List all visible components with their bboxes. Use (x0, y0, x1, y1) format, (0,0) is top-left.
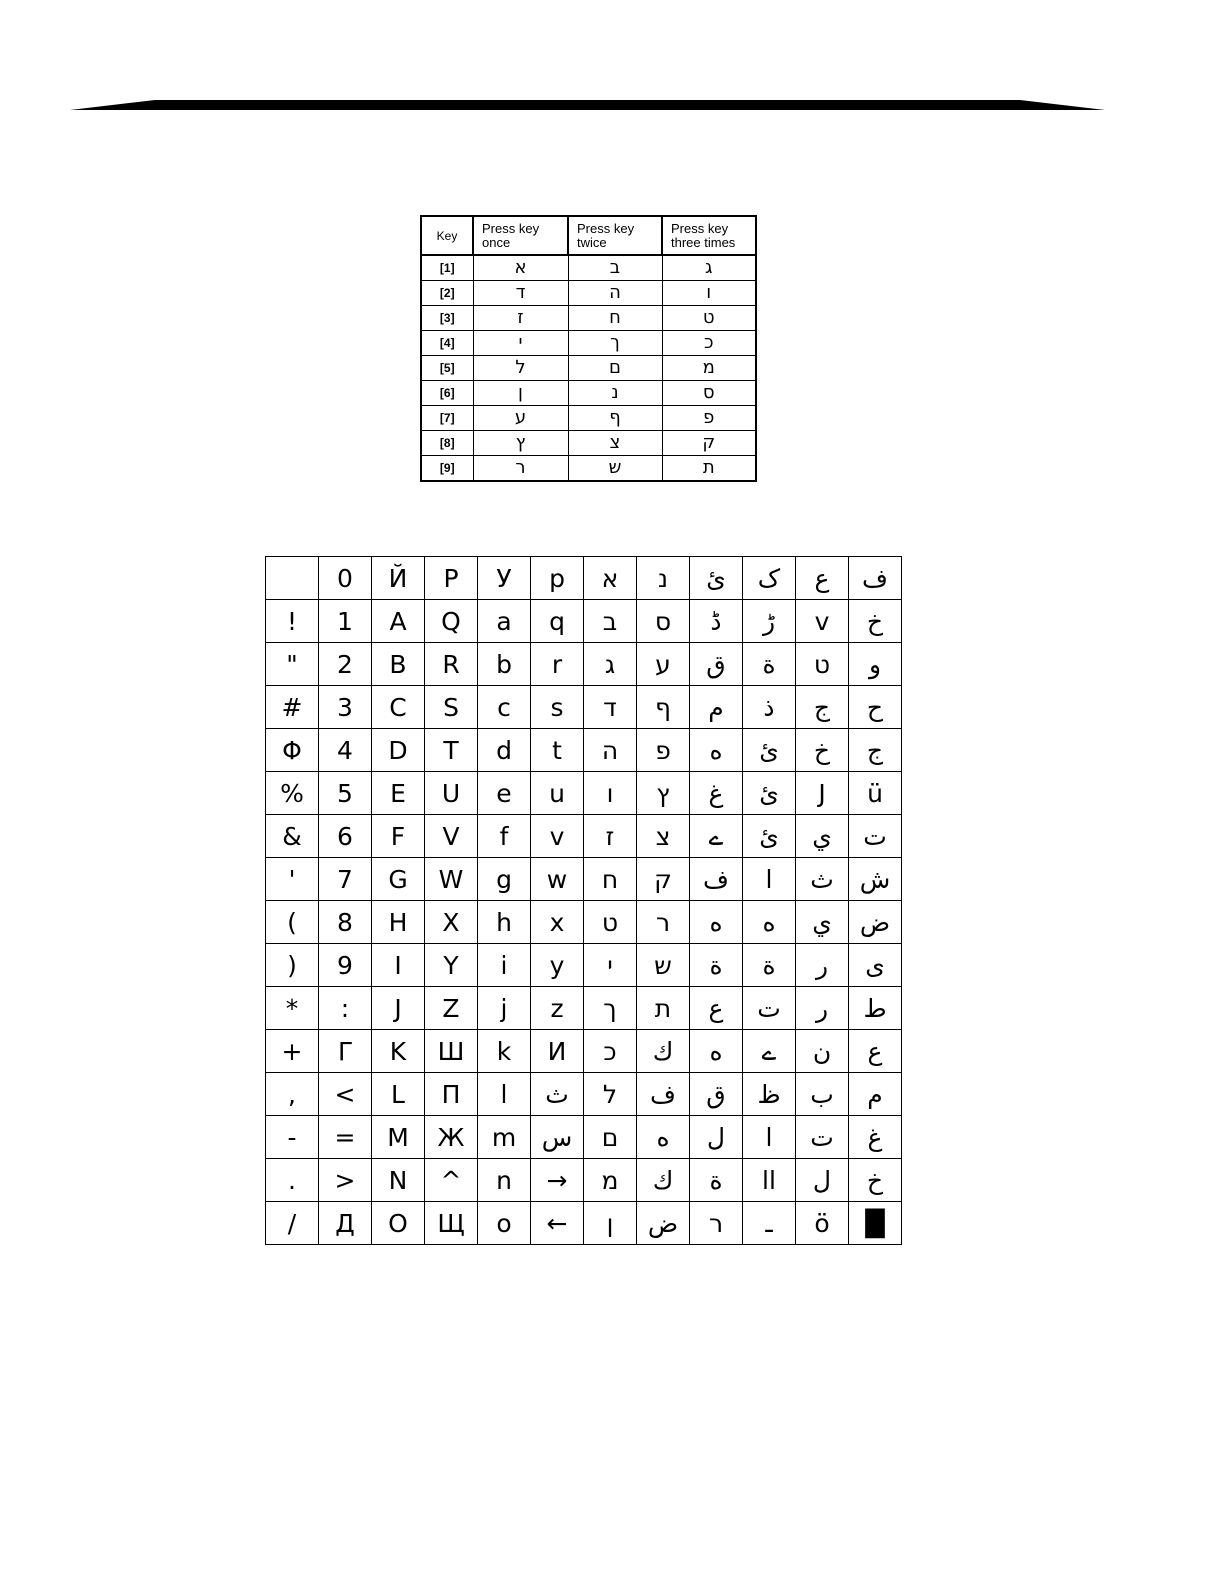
charset-cell: p (531, 557, 584, 600)
charset-cell: f (478, 815, 531, 858)
charset-cell: B (372, 643, 425, 686)
charset-cell: Ш (425, 1030, 478, 1073)
charset-cell: ه (690, 1030, 743, 1073)
charset-cell: ק (637, 858, 690, 901)
charset-cell: 2 (319, 643, 372, 686)
key-label: [8] (421, 431, 473, 456)
charset-cell: خ (849, 600, 902, 643)
header-press-twice: Press key twice (568, 216, 662, 255)
charset-cell: ه (637, 1116, 690, 1159)
charset-cell: v (796, 600, 849, 643)
charset-cell: w (531, 858, 584, 901)
charset-cell: ـ (743, 1202, 796, 1245)
charset-cell: E (372, 772, 425, 815)
charset-cell: D (372, 729, 425, 772)
character-set-grid (265, 556, 902, 1245)
key-label: [5] (421, 356, 473, 381)
charset-cell: ג (584, 643, 637, 686)
charset-cell: נ (637, 557, 690, 600)
charset-cell: ו (584, 772, 637, 815)
charset-cell: ה (584, 729, 637, 772)
charset-cell: ي (796, 815, 849, 858)
charset-cell: ס (637, 600, 690, 643)
charset-cell: ة (690, 1159, 743, 1202)
key-label: [7] (421, 406, 473, 431)
charset-cell: ض (849, 901, 902, 944)
key-label: [3] (421, 306, 473, 331)
key-table-row (421, 306, 756, 331)
charset-cell: خ (796, 729, 849, 772)
charset-row (266, 1159, 902, 1202)
charset-cell: ^ (425, 1159, 478, 1202)
hebrew-letter: כ (662, 331, 756, 356)
charset-row (266, 643, 902, 686)
charset-cell: م (690, 686, 743, 729)
charset-cell: u (531, 772, 584, 815)
charset-cell: Ж (425, 1116, 478, 1159)
charset-cell: ת (637, 987, 690, 1030)
charset-cell: V (425, 815, 478, 858)
hebrew-letter: י (473, 331, 568, 356)
charset-cell: י (584, 944, 637, 987)
charset-cell: ם (584, 1116, 637, 1159)
charset-cell: 4 (319, 729, 372, 772)
charset-cell: ן (584, 1202, 637, 1245)
hebrew-letter: ט (662, 306, 756, 331)
charset-cell: c (478, 686, 531, 729)
charset-cell: ڈ (690, 600, 743, 643)
charset-cell: N (372, 1159, 425, 1202)
hebrew-letter: ש (568, 456, 662, 482)
header-press-once: Press key once (473, 216, 568, 255)
charset-cell: q (531, 600, 584, 643)
charset-cell: פ (637, 729, 690, 772)
hebrew-letter: ת (662, 456, 756, 482)
charset-cell: v (531, 815, 584, 858)
hebrew-letter: ל (473, 356, 568, 381)
charset-row (266, 1116, 902, 1159)
charset-cell: h (478, 901, 531, 944)
charset-row (266, 858, 902, 901)
hebrew-key-table (420, 215, 757, 482)
charset-cell: ط (849, 987, 902, 1030)
charset-cell: ט (796, 643, 849, 686)
charset-cell: ף (637, 686, 690, 729)
charset-cell: ע (637, 643, 690, 686)
charset-cell: K (372, 1030, 425, 1073)
charset-cell: : (319, 987, 372, 1030)
key-label: [2] (421, 281, 473, 306)
charset-cell: ت (796, 1116, 849, 1159)
charset-cell: b (478, 643, 531, 686)
charset-row (266, 557, 902, 600)
charset-cell: r (531, 643, 584, 686)
charset-cell: █ (849, 1202, 902, 1245)
hebrew-letter: ס (662, 381, 756, 406)
key-table-row (421, 456, 756, 482)
key-table-row (421, 431, 756, 456)
charset-cell: و (849, 643, 902, 686)
hebrew-letter: א (473, 255, 568, 281)
charset-cell: * (266, 987, 319, 1030)
charset-cell: % (266, 772, 319, 815)
charset-cell: ة (743, 944, 796, 987)
charset-cell: ا (743, 1116, 796, 1159)
hebrew-letter: ד (473, 281, 568, 306)
charset-cell: ש (637, 944, 690, 987)
hebrew-letter: ף (568, 406, 662, 431)
charset-cell: ه (743, 901, 796, 944)
charset-cell: Q (425, 600, 478, 643)
charset-cell: Й (372, 557, 425, 600)
charset-cell: ف (849, 557, 902, 600)
key-label: [4] (421, 331, 473, 356)
charset-cell: ا (743, 858, 796, 901)
charset-row (266, 729, 902, 772)
charset-row (266, 1030, 902, 1073)
charset-cell: + (266, 1030, 319, 1073)
hebrew-letter: ח (568, 306, 662, 331)
key-label: [1] (421, 255, 473, 281)
hebrew-letter: מ (662, 356, 756, 381)
charset-row (266, 815, 902, 858)
charset-cell: = (319, 1116, 372, 1159)
key-table-row (421, 406, 756, 431)
key-label: [6] (421, 381, 473, 406)
charset-cell: 0 (319, 557, 372, 600)
charset-cell: a (478, 600, 531, 643)
charset-cell: ك (637, 1030, 690, 1073)
hebrew-letter: ק (662, 431, 756, 456)
header-press-three-times: Press key three times (662, 216, 756, 255)
charset-cell: ( (266, 901, 319, 944)
charset-cell: ü (849, 772, 902, 815)
charset-cell: s (531, 686, 584, 729)
key-table-row (421, 331, 756, 356)
charset-cell: ר (690, 1202, 743, 1245)
charset-cell: ے (743, 1030, 796, 1073)
charset-cell: ن (796, 1030, 849, 1073)
charset-cell: T (425, 729, 478, 772)
key-table-row (421, 281, 756, 306)
charset-row (266, 1073, 902, 1116)
charset-cell: ل (796, 1159, 849, 1202)
charset-cell: ش (849, 858, 902, 901)
charset-cell: ح (849, 686, 902, 729)
charset-cell: j (478, 987, 531, 1030)
charset-cell: ئ (743, 729, 796, 772)
charset-row (266, 944, 902, 987)
charset-cell: Y (425, 944, 478, 987)
charset-cell: ت (743, 987, 796, 1030)
charset-cell: A (372, 600, 425, 643)
charset-cell: F (372, 815, 425, 858)
header-key: Key (421, 216, 473, 255)
charset-cell: l (478, 1073, 531, 1116)
charset-cell: ج (849, 729, 902, 772)
key-table-header-row (421, 216, 756, 255)
charset-cell: ق (690, 1073, 743, 1116)
charset-cell: ב (584, 600, 637, 643)
charset-cell: צ (637, 815, 690, 858)
charset-cell: X (425, 901, 478, 944)
charset-cell: ל (584, 1073, 637, 1116)
charset-cell: ك (637, 1159, 690, 1202)
charset-cell: > (319, 1159, 372, 1202)
charset-cell: W (425, 858, 478, 901)
hebrew-letter: ן (473, 381, 568, 406)
charset-cell: e (478, 772, 531, 815)
hebrew-letter: ע (473, 406, 568, 431)
charset-cell: → (531, 1159, 584, 1202)
charset-cell: n (478, 1159, 531, 1202)
charset-cell: 7 (319, 858, 372, 901)
charset-cell: ة (743, 643, 796, 686)
charset-cell: y (531, 944, 584, 987)
charset-cell: Φ (266, 729, 319, 772)
charset-row (266, 772, 902, 815)
charset-cell: - (266, 1116, 319, 1159)
charset-cell: ى (849, 944, 902, 987)
charset-cell: غ (690, 772, 743, 815)
charset-cell: ع (849, 1030, 902, 1073)
charset-cell: Z (425, 987, 478, 1030)
charset-cell: ד (584, 686, 637, 729)
charset-cell: ع (796, 557, 849, 600)
charset-row (266, 600, 902, 643)
charset-cell: اا (743, 1159, 796, 1202)
charset-cell: מ (584, 1159, 637, 1202)
charset-cell: z (531, 987, 584, 1030)
charset-cell: ة (690, 944, 743, 987)
hebrew-letter: נ (568, 381, 662, 406)
charset-cell: J (796, 772, 849, 815)
charset-row (266, 1202, 902, 1245)
hebrew-letter: ז (473, 306, 568, 331)
charset-cell: ! (266, 600, 319, 643)
charset-row (266, 686, 902, 729)
charset-cell: ז (584, 815, 637, 858)
charset-cell: ذ (743, 686, 796, 729)
charset-cell: И (531, 1030, 584, 1073)
charset-cell: ع (690, 987, 743, 1030)
charset-cell: H (372, 901, 425, 944)
charset-cell: d (478, 729, 531, 772)
charset-cell: , (266, 1073, 319, 1116)
charset-cell: ت (849, 815, 902, 858)
charset-cell: Γ (319, 1030, 372, 1073)
charset-cell: t (531, 729, 584, 772)
hebrew-letter: ך (568, 331, 662, 356)
charset-cell: ט (584, 901, 637, 944)
charset-cell: כ (584, 1030, 637, 1073)
charset-cell: خ (849, 1159, 902, 1202)
charset-cell: R (425, 643, 478, 686)
charset-cell: ث (531, 1073, 584, 1116)
hebrew-letter: ה (568, 281, 662, 306)
charset-cell: C (372, 686, 425, 729)
charset-cell: ' (266, 858, 319, 901)
charset-cell: ض (637, 1202, 690, 1245)
charset-row (266, 901, 902, 944)
header-rule-cutout (160, 104, 1015, 106)
charset-cell: ث (796, 858, 849, 901)
charset-cell: / (266, 1202, 319, 1245)
charset-cell: م (849, 1073, 902, 1116)
charset-cell: M (372, 1116, 425, 1159)
charset-cell: غ (849, 1116, 902, 1159)
charset-cell: " (266, 643, 319, 686)
charset-cell: ج (796, 686, 849, 729)
hebrew-letter: פ (662, 406, 756, 431)
charset-cell: 6 (319, 815, 372, 858)
charset-cell: 9 (319, 944, 372, 987)
charset-cell: ئ (743, 772, 796, 815)
hebrew-letter: ב (568, 255, 662, 281)
charset-cell: ئ (743, 815, 796, 858)
charset-cell: P (425, 557, 478, 600)
charset-cell: ق (690, 643, 743, 686)
charset-cell: I (372, 944, 425, 987)
hebrew-letter: ץ (473, 431, 568, 456)
charset-row (266, 987, 902, 1030)
hebrew-letter: ג (662, 255, 756, 281)
charset-cell: ظ (743, 1073, 796, 1116)
charset-cell: ر (796, 944, 849, 987)
charset-cell: ب (796, 1073, 849, 1116)
charset-cell: U (425, 772, 478, 815)
charset-cell: i (478, 944, 531, 987)
charset-cell: O (372, 1202, 425, 1245)
key-table-row (421, 381, 756, 406)
charset-cell: ö (796, 1202, 849, 1245)
key-table-row (421, 255, 756, 281)
charset-cell: ي (796, 901, 849, 944)
charset-cell: 5 (319, 772, 372, 815)
charset-cell: & (266, 815, 319, 858)
charset-cell: G (372, 858, 425, 901)
charset-cell: S (425, 686, 478, 729)
charset-cell: 8 (319, 901, 372, 944)
charset-cell: . (266, 1159, 319, 1202)
charset-cell: ه (690, 901, 743, 944)
charset-cell (266, 557, 319, 600)
charset-cell: ے (690, 815, 743, 858)
hebrew-letter: ם (568, 356, 662, 381)
charset-cell: ئ (690, 557, 743, 600)
charset-cell: ڑ (743, 600, 796, 643)
charset-cell: ר (637, 901, 690, 944)
charset-cell: ه (690, 729, 743, 772)
charset-cell: g (478, 858, 531, 901)
charset-cell: س (531, 1116, 584, 1159)
key-table-row (421, 356, 756, 381)
charset-cell: ← (531, 1202, 584, 1245)
charset-cell: ف (690, 858, 743, 901)
charset-cell: J (372, 987, 425, 1030)
charset-cell: ر (796, 987, 849, 1030)
hebrew-letter: ר (473, 456, 568, 482)
charset-cell: 3 (319, 686, 372, 729)
charset-cell: Щ (425, 1202, 478, 1245)
charset-cell: < (319, 1073, 372, 1116)
charset-cell: ک (743, 557, 796, 600)
charset-cell: У (478, 557, 531, 600)
key-label: [9] (421, 456, 473, 482)
charset-cell: Д (319, 1202, 372, 1245)
charset-cell: x (531, 901, 584, 944)
charset-cell: # (266, 686, 319, 729)
charset-cell: ف (637, 1073, 690, 1116)
charset-cell: m (478, 1116, 531, 1159)
hebrew-letter: צ (568, 431, 662, 456)
charset-cell: ץ (637, 772, 690, 815)
charset-cell: П (425, 1073, 478, 1116)
charset-cell: ل (690, 1116, 743, 1159)
charset-cell: א (584, 557, 637, 600)
charset-cell: L (372, 1073, 425, 1116)
charset-cell: ח (584, 858, 637, 901)
charset-cell: 1 (319, 600, 372, 643)
charset-cell: ך (584, 987, 637, 1030)
hebrew-letter: ו (662, 281, 756, 306)
charset-cell: ) (266, 944, 319, 987)
charset-cell: k (478, 1030, 531, 1073)
header-rule (0, 0, 1225, 130)
charset-cell: o (478, 1202, 531, 1245)
